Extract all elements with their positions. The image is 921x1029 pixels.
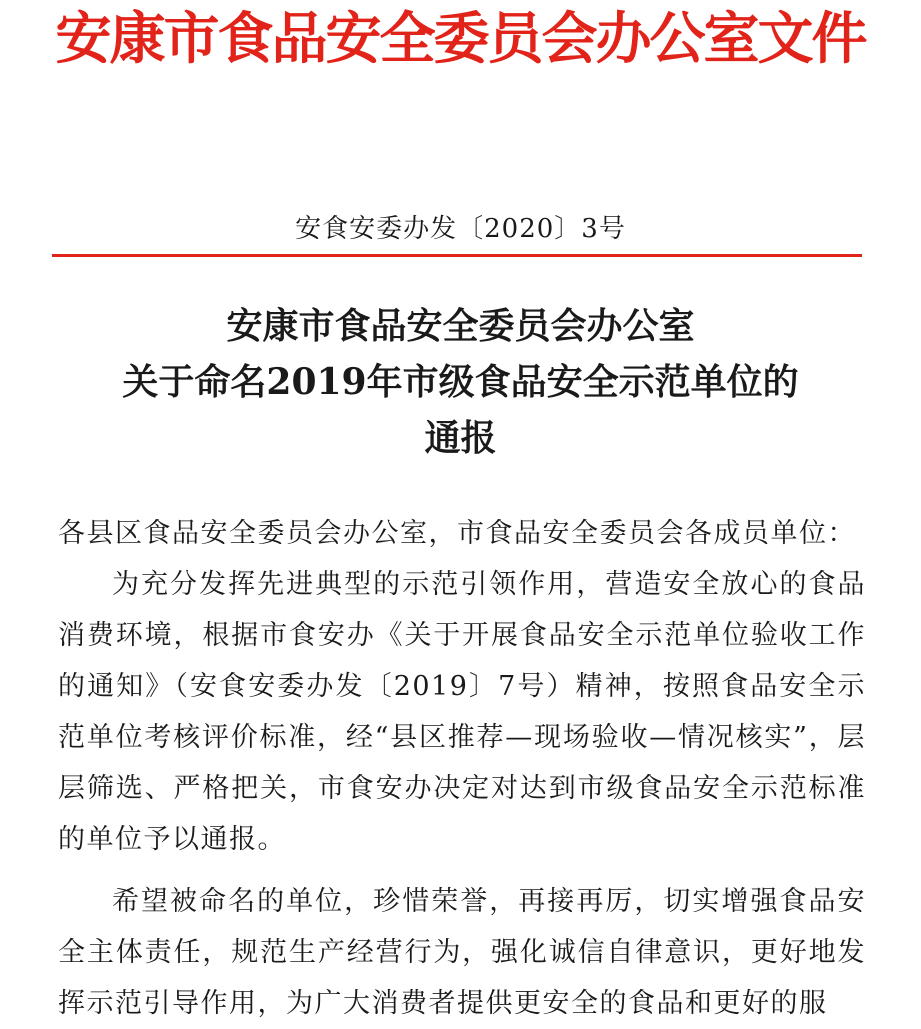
title-line-2: 关于命名2019年市级食品安全示范单位的 bbox=[122, 361, 799, 403]
notice-body bbox=[58, 508, 866, 1029]
masthead-title: 安康市食品安全委员会办公室文件 bbox=[55, 6, 866, 72]
title-line-3: 通报 bbox=[424, 417, 497, 459]
title-line-1: 安康市食品安全委员会办公室 bbox=[226, 305, 695, 347]
body-paragraph-1: 为充分发挥先进典型的示范引领作用，营造安全放心的食品消费环境，根据市食安办《关于开展食品安全示范单位验收工作的通知》（安食安委办发〔2019〕7号）精神，按照食品安全示范单位考核评价标准，经“县区推荐—现场验收—情况核实”，层层筛选、严格把关，市食安办决定对达到市级食品安全示范标准的单位予以通报。 bbox=[58, 569, 866, 855]
body-paragraph-2: 希望被命名的单位，珍惜荣誉，再接再厉，切实增强食品安全主体责任，规范生产经营行为，强化诚信自律意识，更好地发挥示范引导作用，为广大消费者提供更安全的食品和更好的服 bbox=[58, 886, 866, 1019]
notice-title bbox=[0, 298, 921, 466]
red-divider-line bbox=[52, 254, 862, 257]
document-number: 安食安委办发〔2020〕3号 bbox=[295, 214, 626, 244]
salutation: 各县区食品安全委员会办公室，市食品安全委员会各成员单位： bbox=[58, 518, 856, 549]
